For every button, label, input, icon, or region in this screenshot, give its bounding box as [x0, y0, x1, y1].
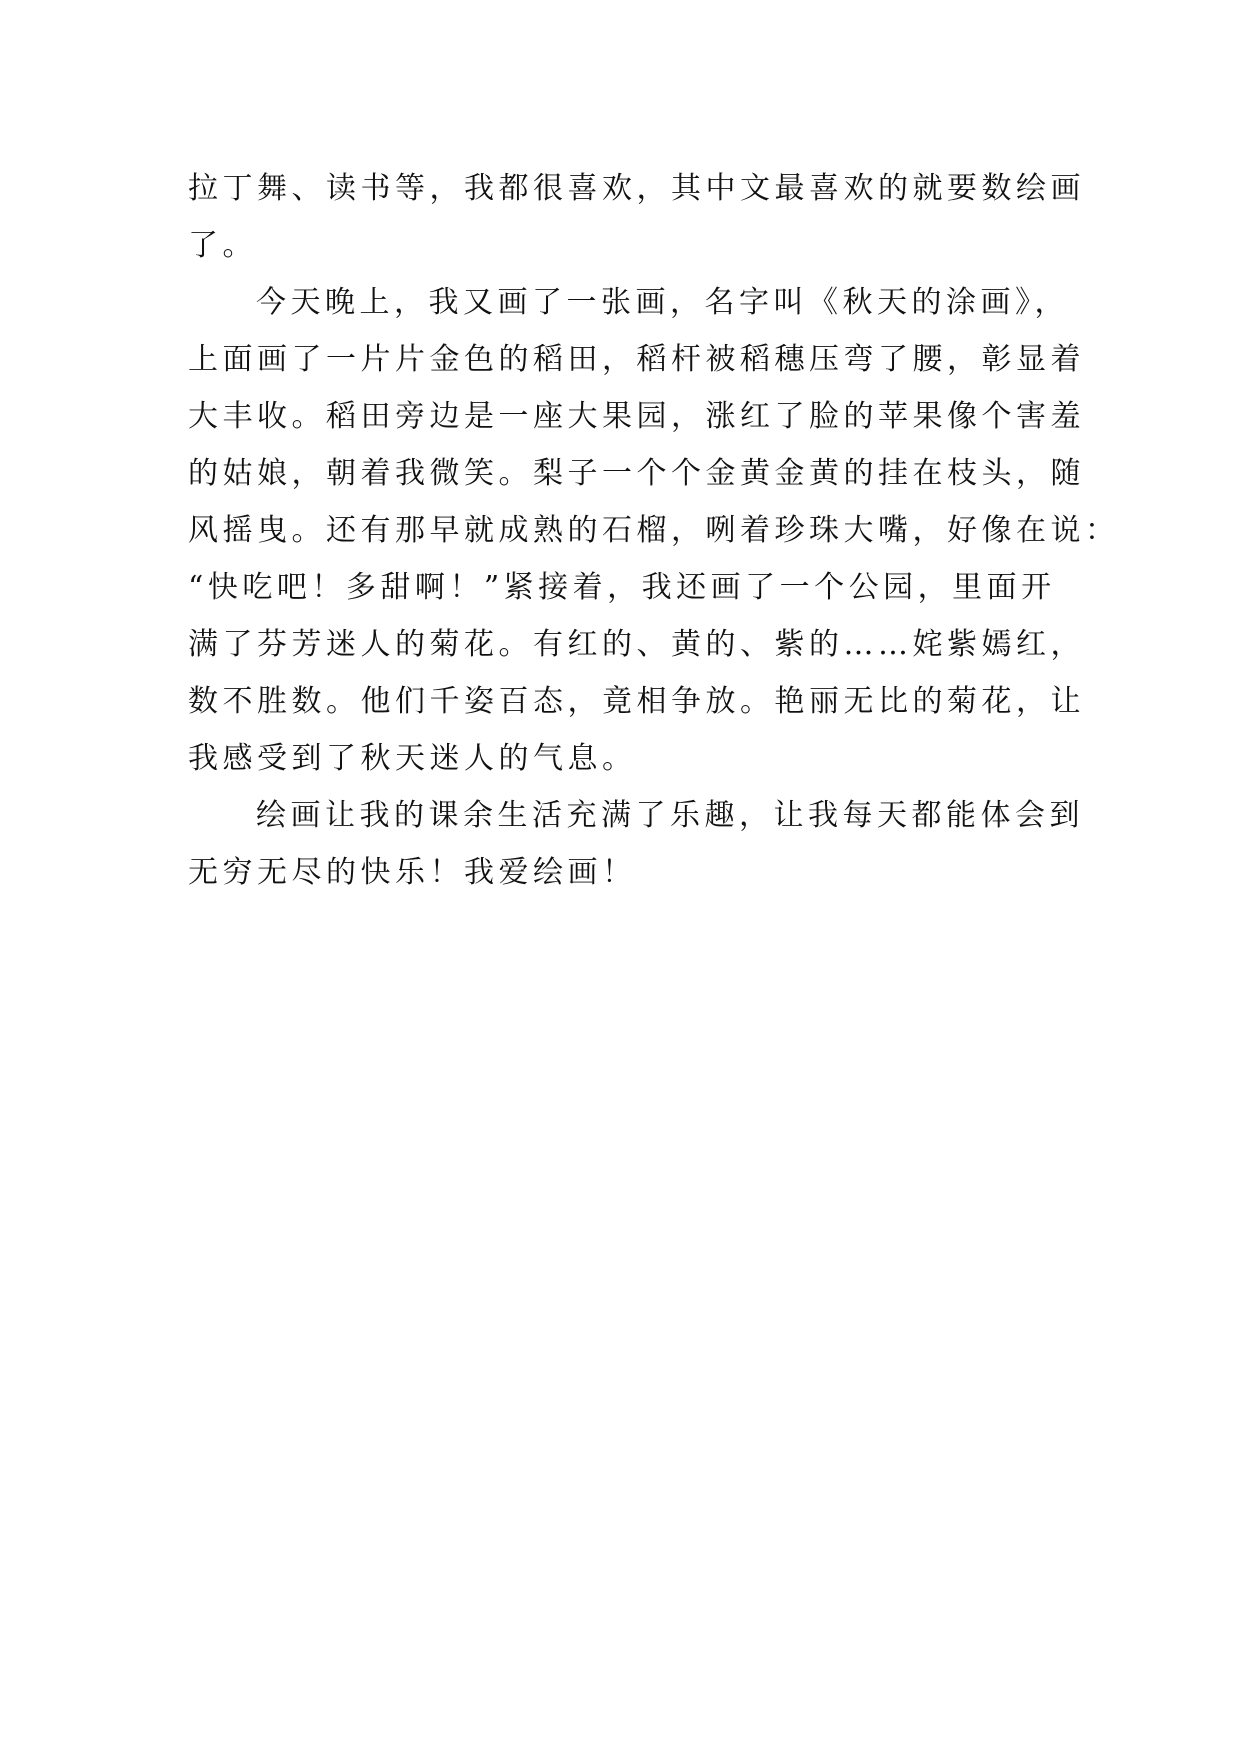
- text-line: 拉丁舞、读书等，我都很喜欢，其中文最喜欢的就要数绘画: [188, 171, 1085, 206]
- text-line: 上面画了一片片金色的稻田，稻杆被稻穗压弯了腰，彰显着: [188, 342, 1085, 377]
- essay-body: [188, 160, 1120, 901]
- text-line: 绘画让我的课余生活充满了乐趣，让我每天都能体会到: [256, 798, 1084, 833]
- text-line: 的姑娘，朝着我微笑。梨子一个个金黄金黄的挂在枝头，随: [188, 456, 1085, 491]
- text-line: 无穷无尽的快乐！我爱绘画！: [188, 855, 637, 890]
- text-line: “快吃吧！多甜啊！”紧接着，我还画了一个公园，里面开: [188, 570, 1056, 605]
- text-line: 大丰收。稻田旁边是一座大果园，涨红了脸的苹果像个害羞: [188, 399, 1085, 434]
- text-line: 数不胜数。他们千姿百态，竟相争放。艳丽无比的菊花，让: [188, 684, 1085, 719]
- text-line: 满了芬芳迷人的菊花。有红的、黄的、紫的……姹紫嫣红，: [188, 627, 1085, 662]
- text-line: 今天晚上，我又画了一张画，名字叫《秋天的涂画》，: [256, 285, 1069, 320]
- text-line: 了。: [188, 228, 257, 263]
- text-line: 风摇曳。还有那早就成熟的石榴，咧着珍珠大嘴，好像在说：: [188, 513, 1120, 548]
- text-line: 我感受到了秋天迷人的气息。: [188, 741, 637, 776]
